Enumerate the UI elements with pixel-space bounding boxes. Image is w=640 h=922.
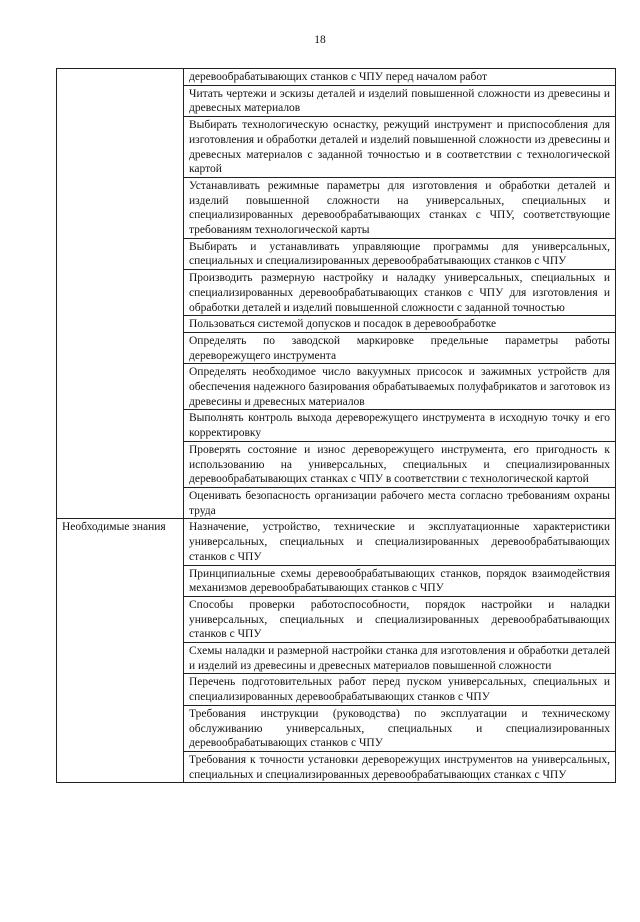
table-cell: Требования к точности установки дереворежущих инструментов на универсальных, специальных и специализированных деревообрабатывающих станках с ЧПУ — [184, 751, 616, 782]
table-cell: Пользоваться системой допусков и посадок в деревообработке — [184, 316, 616, 333]
section-label — [57, 69, 184, 519]
table-cell: Способы проверки работоспособности, порядок настройки и наладки универсальных, специальных и специализированных деревообрабатывающих станков с ЧПУ — [184, 596, 616, 642]
table-row — [57, 519, 616, 565]
table-cell: Выбирать технологическую оснастку, режущий инструмент и приспособления для изготовления и обработки деталей и изделий повышенной сложности из древесины и древесных материалов с заданной точностью и в соответствии с технологической картой — [184, 117, 616, 178]
table-cell: Оценивать безопасность организации рабочего места согласно требованиям охраны труда — [184, 487, 616, 518]
table-cell: Читать чертежи и эскизы деталей и изделий повышенной сложности из древесины и древесных материалов — [184, 85, 616, 116]
table-cell: Выбирать и устанавливать управляющие программы для универсальных, специальных и специализированных деревообрабатывающих станков с ЧПУ — [184, 238, 616, 269]
table-cell: Проверять состояние и износ дереворежущего инструмента, его пригодность к использованию на универсальных, специальных и специализированных деревообрабатывающих станках с ЧПУ в соответствии с технологической картой — [184, 441, 616, 487]
table-cell: Схемы наладки и размерной настройки станка для изготовления и обработки деталей и изделий из древесины и древесных материалов повышенной сложности — [184, 643, 616, 674]
table-cell: Назначение, устройство, технические и эксплуатационные характеристики универсальных, специальных и специализированных деревообрабатывающих станков с ЧПУ — [184, 519, 616, 565]
table-cell: Выполнять контроль выхода дереворежущего инструмента в исходную точку и его корректировку — [184, 410, 616, 441]
page-number: 18 — [314, 34, 326, 46]
table-cell: деревообрабатывающих станков с ЧПУ перед началом работ — [184, 69, 616, 86]
table-cell: Определять по заводской маркировке предельные параметры работы дереворежущего инструмента — [184, 332, 616, 363]
table-row — [57, 69, 616, 86]
section-label: Необходимые знания — [57, 519, 184, 783]
table-cell: Требования инструкции (руководства) по эксплуатации и техническому обслуживанию универсальных, специальных и специализированных деревообрабатывающих станков с ЧПУ — [184, 705, 616, 751]
table-cell: Перечень подготовительных работ перед пуском универсальных, специальных и специализированных деревообрабатывающих станков с ЧПУ — [184, 674, 616, 705]
table-cell: Производить размерную настройку и наладку универсальных, специальных и специализированных деревообрабатывающих станков с ЧПУ для изготовления и обработки деталей и изделий повышенной сложности с заданной точностью — [184, 270, 616, 316]
table-cell: Устанавливать режимные параметры для изготовления и обработки деталей и изделий повышенной сложности на универсальных, специальных и специализированных деревообрабатывающих станках с ЧПУ, соответствующие требованиям технологической карты — [184, 177, 616, 238]
table-cell: Определять необходимое число вакуумных присосок и зажимных устройств для обеспечения надежного базирования обрабатываемых полуфабрикатов и заготовок из древесины и древесных материалов — [184, 364, 616, 410]
requirements-table — [56, 68, 616, 783]
table-cell: Принципиальные схемы деревообрабатывающих станков, порядок взаимодействия механизмов деревообрабатывающих станков с ЧПУ — [184, 565, 616, 596]
